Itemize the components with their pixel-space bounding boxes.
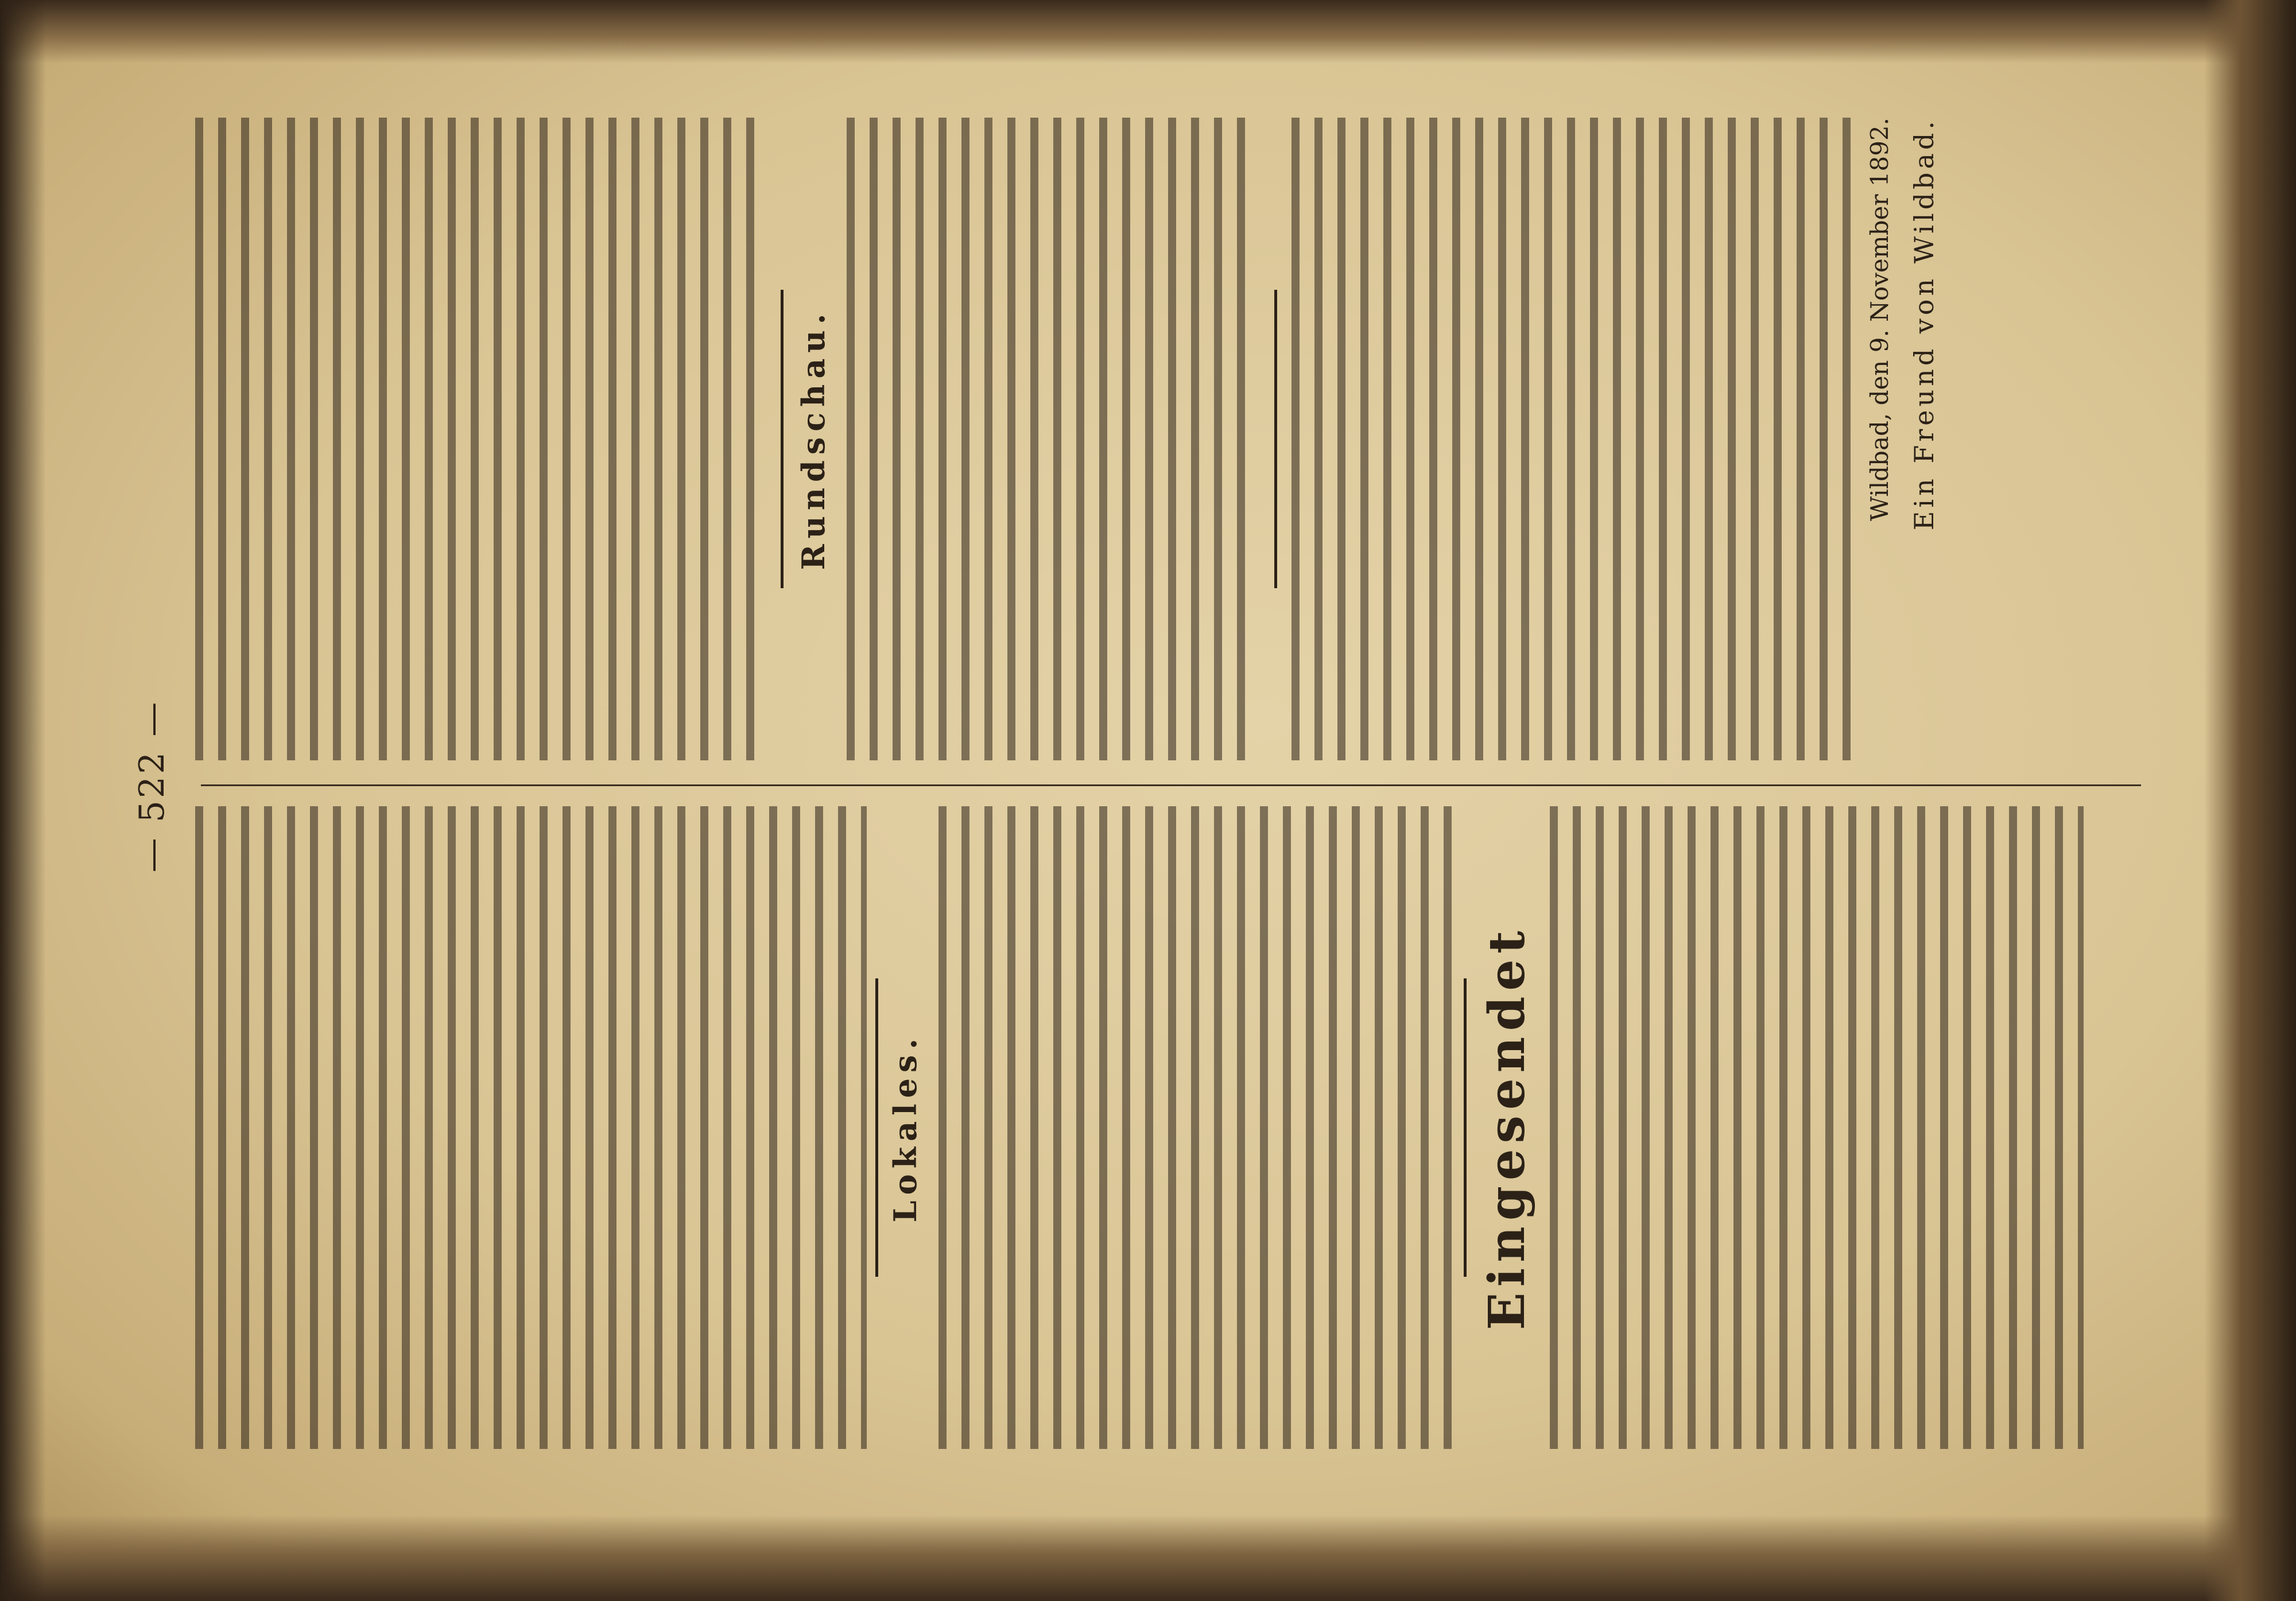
column-divider [201,784,2141,786]
page-edge-left [0,0,46,1601]
section-rule [781,290,784,588]
section-rule [875,978,878,1277]
section-heading-rundschau: Rundschau. [795,308,832,570]
text-block [938,806,1455,1449]
text-block [195,118,769,760]
text-block [847,118,1260,760]
text-block [1550,806,2084,1449]
closing-place-date: Wildbad, den 9. November 1892. [1865,118,1894,522]
section-rule [1464,978,1467,1277]
text-block [1292,118,1854,760]
page-edge-top [0,0,2296,63]
rotated-page-content [132,106,2164,1466]
text-block [195,806,867,1449]
signature: Ein Freund von Wildbad. [1909,118,1940,531]
book-binding [2204,0,2296,1601]
section-heading-eingesendet: Eingesendet [1478,925,1536,1330]
page-number: — 522 — [132,700,172,873]
section-heading-lokales: Lokales. [887,1032,924,1223]
page-edge-bottom [0,1515,2296,1601]
section-rule [1274,290,1277,588]
